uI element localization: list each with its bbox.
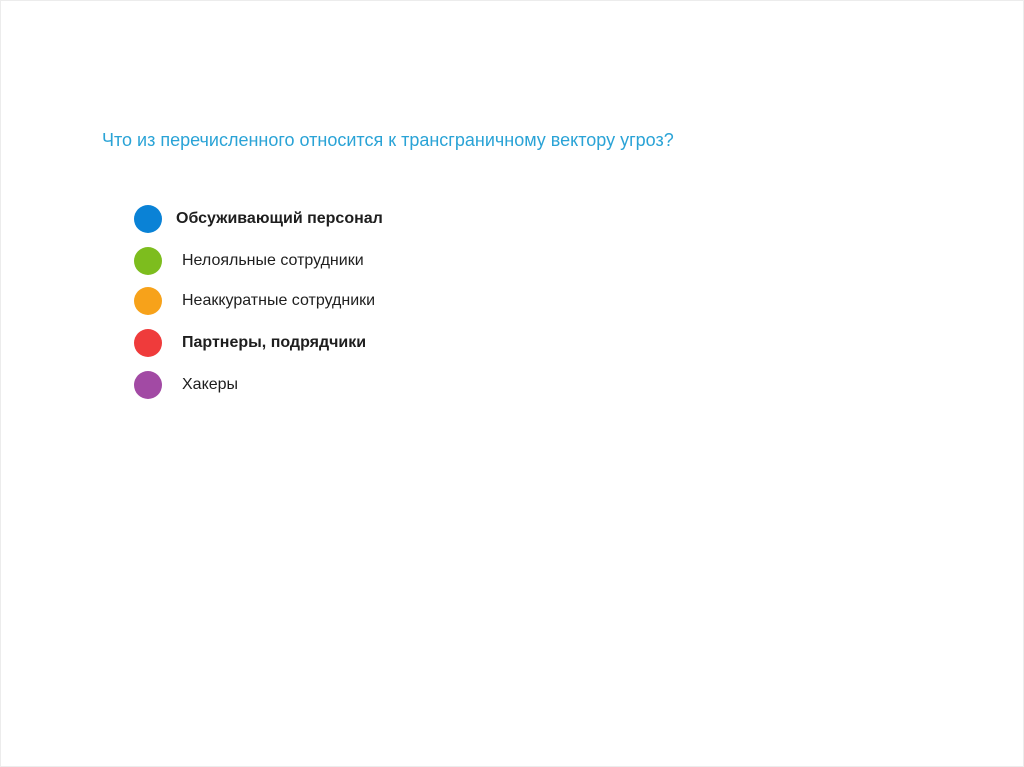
option-label: Партнеры, подрядчики [182, 334, 367, 351]
option-label: Обсуживающий персонал [176, 210, 383, 227]
option-3[interactable] [134, 286, 375, 316]
red-dot-icon [134, 329, 162, 357]
option-1[interactable] [134, 204, 383, 234]
purple-dot-icon [134, 371, 162, 399]
option-label: Нелояльные сотрудники [182, 252, 364, 269]
orange-dot-icon [134, 287, 162, 315]
option-label: Неаккуратные сотрудники [182, 292, 376, 309]
option-2[interactable] [134, 246, 364, 276]
green-dot-icon [134, 247, 162, 275]
option-label: Хакеры [182, 376, 239, 393]
question-text: Что из перечисленного относится к трансграничному вектору угроз? [102, 130, 674, 150]
option-5[interactable] [134, 370, 238, 400]
blue-dot-icon [134, 205, 162, 233]
option-4[interactable] [134, 328, 366, 358]
